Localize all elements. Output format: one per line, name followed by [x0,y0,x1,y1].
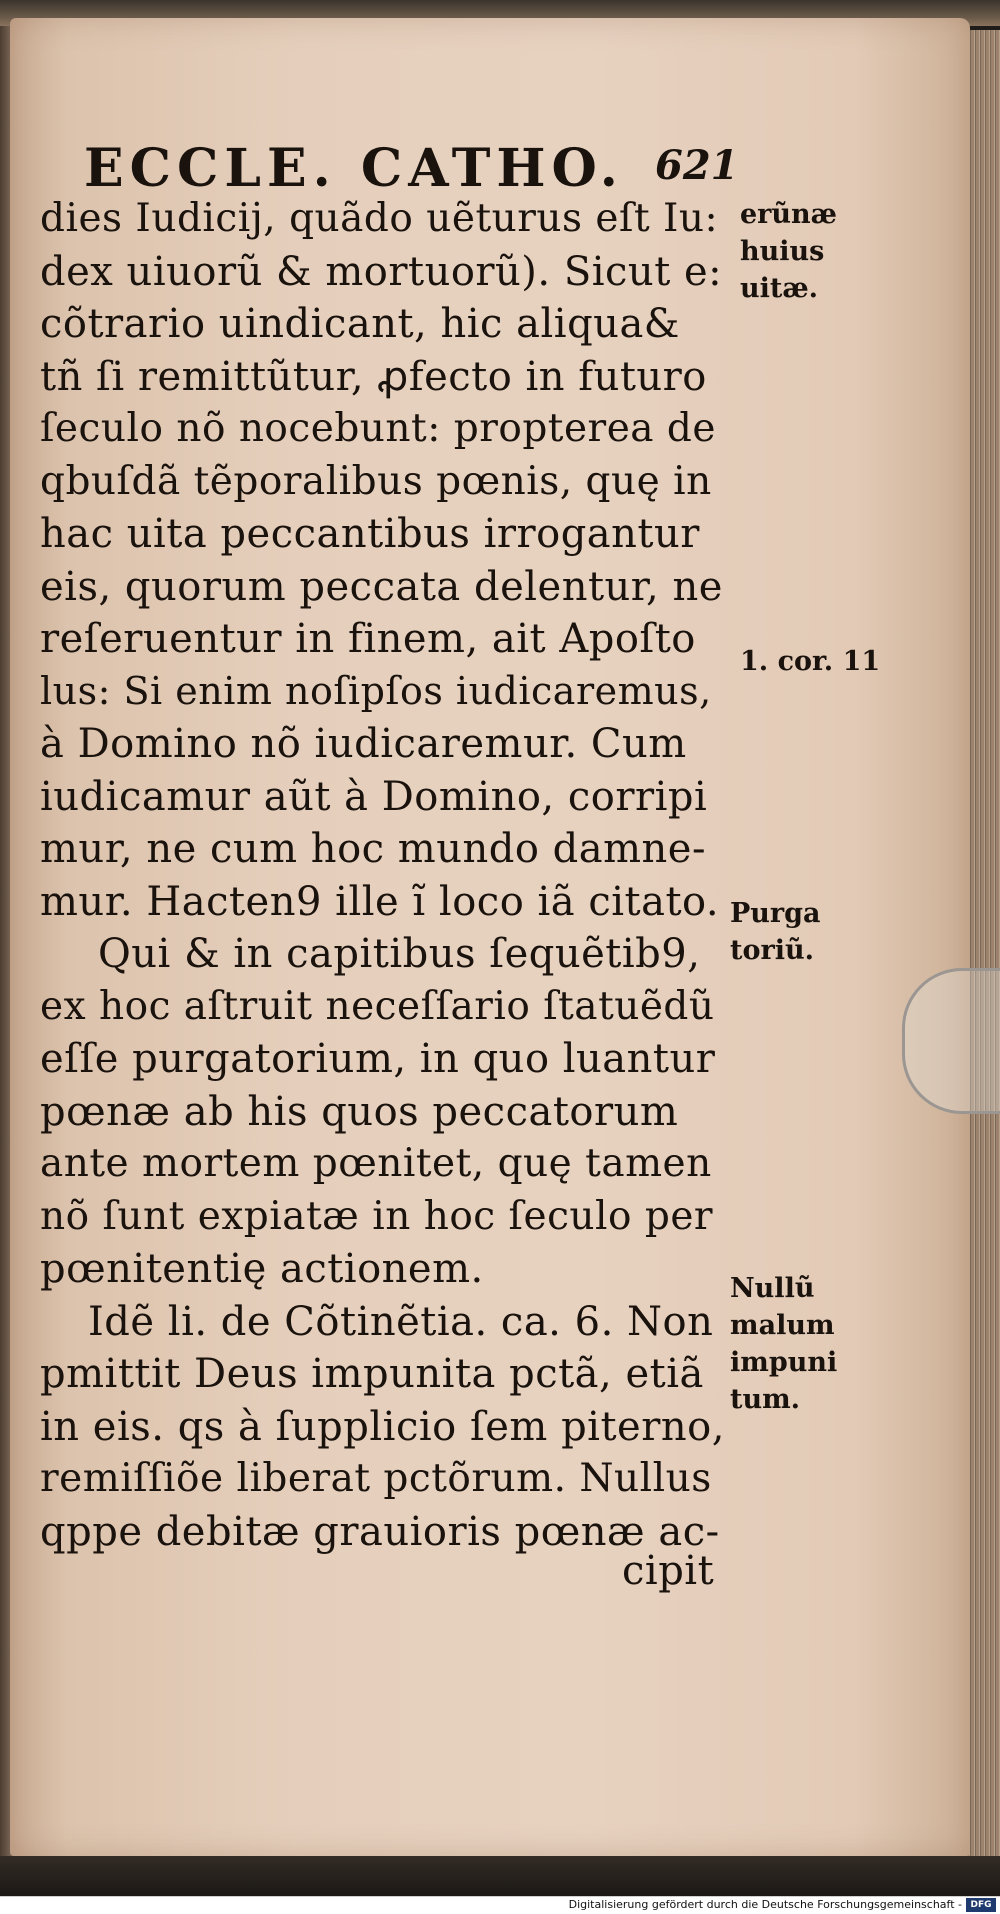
margin-note-line: Purga [730,898,821,929]
folio-number: 621 [655,142,739,189]
body-line: Idẽ li. de Cõtinẽtia. ca. 6. Non [88,1298,714,1345]
margin-note-line: 1. cor. 11 [740,646,881,677]
running-head: ECCLE. CATHO. [84,138,624,199]
margin-note-line: impuni [730,1347,838,1378]
page-marker-tab [902,968,1000,1114]
body-line: dies Iudicij, quãdo uẽturus eſt Iu: [40,196,719,241]
body-line: reſeruentur in finem, ait Apoſto [40,616,696,662]
body-line: eis, quorum peccata delentur, ne [40,563,723,610]
body-line: nõ ſunt expiatæ in hoc ſeculo per [40,1193,714,1239]
body-line: pœnæ ab his quos peccatorum [40,1088,679,1135]
body-line: hac uita peccantibus irrogantur [40,511,700,557]
margin-note-line: Nullũ [730,1273,815,1304]
body-line: lus: Si enim noſipſos iudicaremus, [40,668,712,713]
body-line: mur, ne cum hoc mundo damne- [40,826,706,872]
body-line: ex hoc aſtruit neceſſario ſtatuẽdũ [40,983,715,1029]
scan-bottom-bar [0,1856,1000,1896]
body-line: qppe debitæ grauioris pœnæ ac- [40,1508,720,1555]
body-line: cõtrario uindicant, hic aliqua& [40,301,680,347]
margin-note-line: tum. [730,1384,801,1415]
body-line: à Domino nõ iudicaremur. Cum [40,721,687,767]
body-line: ante mortem pœnitet, quę tamen [40,1141,712,1186]
margin-note-line: malum [730,1310,835,1341]
margin-note-line: uitæ. [740,273,819,304]
margin-note-line: huius [740,236,825,267]
margin-note [740,196,837,307]
margin-note [730,895,821,969]
footer-bar [0,1896,1000,1914]
body-line: iudicamur aũt à Domino, corripi [40,773,708,820]
body-line: qbuſdã tẽporalibus pœnis, quę in [40,458,712,504]
body-line: pœnitentię actionem. [40,1246,484,1292]
funding-credit: Digitalisierung gefördert durch die Deutsche Forschungsgemeinschaft - [568,1898,962,1911]
dfg-logo: DFG [966,1898,996,1912]
margin-note [730,1270,837,1418]
body-line: in eis. qs à ſupplicio ſem piterno, [40,1403,725,1450]
body-line: Qui & in capitibus ſequẽtib9, [98,931,701,977]
body-line: remiſſiõe liberat pctõrum. Nullus [40,1456,712,1501]
body-line: dex uiuorũ & mortuorũ). Sicut e: [40,248,723,295]
body-line: mur. Hacten9 ille ĩ loco iã citato. [40,878,720,925]
body-line: tñ ſi remittũtur, ꝓfecto in futuro [40,353,707,400]
catchword: cipit [622,1548,715,1594]
body-line: ſeculo nõ nocebunt: propterea de [40,406,716,451]
body-line: eſſe purgatorium, in quo luantur [40,1036,716,1082]
body-line: pmittit Deus impunita pctã, etiã [40,1351,704,1397]
margin-note-line: toriũ. [730,935,814,966]
margin-note [740,643,880,680]
margin-note-line: erũnæ [740,199,837,230]
